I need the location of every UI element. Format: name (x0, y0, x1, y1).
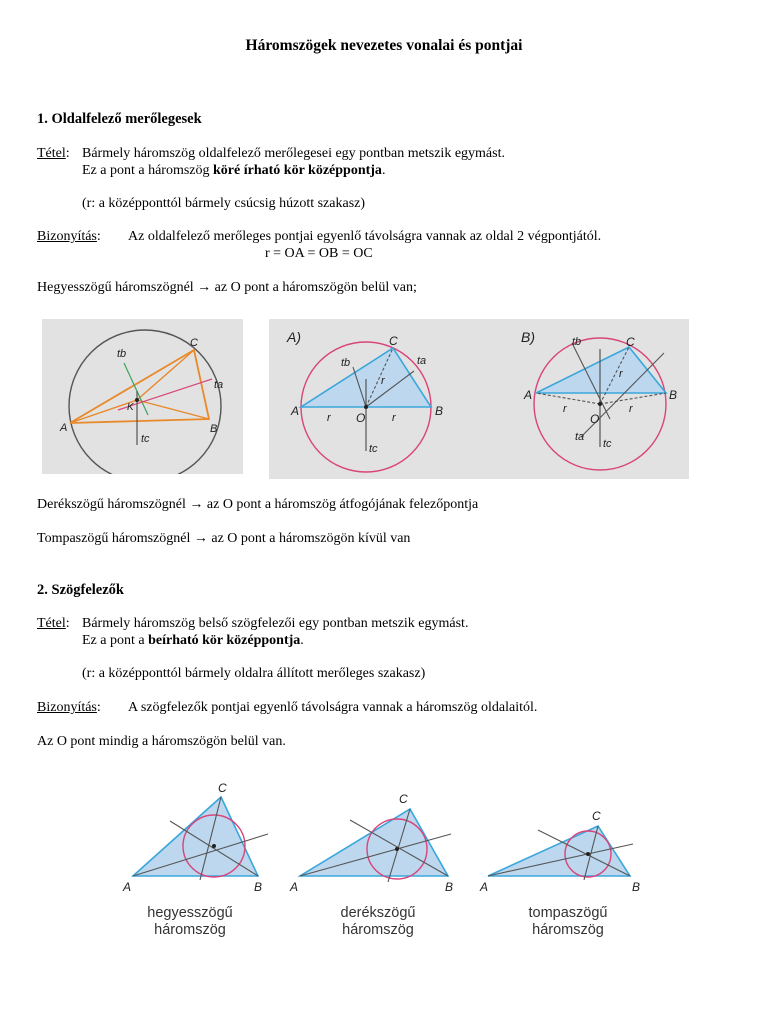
section2-tetel-label: Tétel: (37, 616, 70, 631)
section1-hegyes: Hegyesszögű háromszögnél → az O pont a háromszögön belül van; (37, 280, 417, 295)
label-b-a: A (524, 388, 533, 402)
label-b-b: B (669, 388, 678, 402)
label-in3-c: C (592, 809, 601, 823)
figure-incircles (118, 776, 658, 902)
label-in1-b: B (254, 880, 263, 894)
label-a-c: C (389, 334, 398, 348)
page-title: Háromszögek nevezetes vonalai és pontjai (245, 37, 523, 54)
label-a-r3: r (381, 375, 385, 387)
label-fig-a: A) (287, 329, 301, 345)
label-in1-a: A (123, 880, 132, 894)
section1-derek: Derékszögű háromszögnél → az O pont a háromszög átfogójának felezőpontja (37, 497, 479, 512)
section2-biz-text: A szögfelezők pontjai egyenlő távolságra vannak a háromszög oldalaitól. (128, 700, 538, 715)
label-in2-a: A (290, 880, 299, 894)
section2-note: (r: a középponttól bármely oldalra állított merőleges szakasz) (82, 666, 426, 681)
label-in2-c: C (399, 792, 408, 806)
section2-tetel-line1: Bármely háromszög belső szögfelezői egy pontban metszik egymást. (82, 616, 469, 631)
section2-tetel-line2: Ez a pont a beírható kör középpontja. (82, 633, 304, 648)
label-k: K (127, 402, 134, 413)
label-b-o: O (590, 412, 600, 426)
label-a-r2: r (392, 412, 396, 424)
section1-biz-formula: r = OA = OB = OC (265, 246, 373, 261)
section2-always: Az O pont mindig a háromszögön belül van. (37, 734, 286, 749)
section1-tetel-line2: Ez a pont a háromszög köré írható kör középpontja. (82, 163, 386, 178)
label-b-tb: tb (572, 336, 582, 348)
section2-biz-label: Bizonyítás: (37, 700, 101, 715)
figure-circumcircle-k (42, 319, 243, 474)
label-a-ta: ta (417, 355, 427, 367)
section1-tetel-line1: Bármely háromszög oldalfelező merőlegesei egy pontban metszik egymást. (82, 146, 505, 161)
figure-circumcircle-ab (269, 319, 689, 479)
label-ta: ta (214, 379, 224, 391)
label-a: A (60, 422, 68, 434)
label-b-r3: r (619, 368, 623, 380)
label-a-tb: tb (341, 357, 351, 369)
label-c: C (190, 337, 198, 349)
label-a-o: O (356, 411, 366, 425)
label-b-c: C (626, 335, 635, 349)
section1-tetel-label: Tétel: (37, 146, 70, 161)
label-tc: tc (141, 433, 150, 445)
label-b-r2: r (629, 403, 633, 415)
label-fig-b: B) (521, 329, 535, 345)
caption-derek: derékszögű háromszög (340, 905, 416, 938)
label-in1-c: C (218, 781, 227, 795)
section1-heading: 1. Oldalfelező merőlegesek (37, 111, 202, 127)
section1-note: (r: a középponttól bármely csúcsig húzott szakasz) (82, 196, 366, 211)
section2-heading: 2. Szögfelezők (37, 582, 124, 598)
label-a-tc: tc (369, 443, 378, 455)
label-a-a: A (291, 404, 300, 418)
label-in3-a: A (480, 880, 489, 894)
section1-biz-label: Bizonyítás: (37, 229, 101, 244)
label-b-r1: r (563, 403, 567, 415)
label-in2-b: B (445, 880, 454, 894)
label-b-tc: tc (603, 438, 612, 450)
label-a-b: B (435, 404, 444, 418)
label-in3-b: B (632, 880, 641, 894)
section1-tompa: Tompaszögű háromszögnél → az O pont a háromszögön kívül van (37, 531, 411, 546)
label-b-ta: ta (575, 431, 585, 443)
section1-biz-text: Az oldalfelező merőleges pontjai egyenlő távolságra vannak az oldal 2 végpontjától. (128, 229, 602, 244)
label-a-r1: r (327, 412, 331, 424)
caption-tompa: tompaszögű háromszög (528, 905, 608, 938)
label-tb: tb (117, 348, 127, 360)
label-b: B (210, 423, 218, 435)
caption-hegyes: hegyesszögű háromszög (147, 905, 233, 938)
